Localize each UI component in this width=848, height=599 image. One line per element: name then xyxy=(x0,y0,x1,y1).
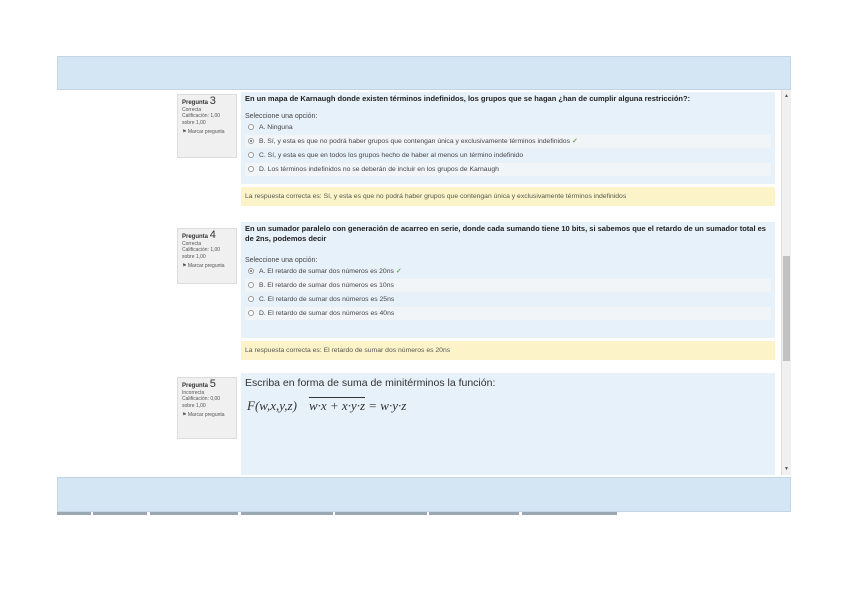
question-score: Calificación: 1,00 sobre 1,00 xyxy=(182,113,221,126)
answer-option[interactable] xyxy=(245,279,771,292)
flag-question-link[interactable]: ⚑ Marcar pregunta xyxy=(182,263,225,269)
question-content-5 xyxy=(241,373,775,475)
answer-option-text: B. Sí, y esta es que no podrá haber grupos que contengan única y exclusivamente términos indefinidos xyxy=(259,137,570,145)
answer-option-text: D. Los términos indefinidos no se deberán de incluir en los grupos de Karnaugh xyxy=(259,165,499,173)
select-label: Seleccione una opción: xyxy=(245,257,318,264)
answer-option[interactable] xyxy=(245,163,771,176)
scroll-thumb[interactable] xyxy=(783,256,790,361)
function-formula: F(w,x,y,z) w·x + x·y·z = w·y·z xyxy=(247,398,407,413)
flag-icon: ⚑ xyxy=(182,129,187,135)
radio-button[interactable] xyxy=(248,152,254,158)
radio-button[interactable] xyxy=(248,268,254,274)
correct-check-icon: ✓ xyxy=(395,268,402,275)
answer-option-text: A. Ninguna xyxy=(259,123,293,131)
correct-answer-feedback: La respuesta correcta es: El retardo de sumar dos números es 20ns xyxy=(241,341,775,360)
question-text: En un sumador paralelo con generación de acarreo en serie, donde cada sumando tiene 10 bits, si sabemos que el retardo de un sumador total es de 2ns, podemos decir xyxy=(245,224,766,243)
answer-option-text: B. El retardo de sumar dos números es 10ns xyxy=(259,282,394,289)
correct-answer-feedback: La respuesta correcta es: Sí, y esta es que no podrá haber grupos que contengan única y exclusivamente términos indefinidos xyxy=(241,187,775,206)
flag-icon: ⚑ xyxy=(182,412,187,418)
header-band xyxy=(57,56,791,90)
vertical-scrollbar[interactable] xyxy=(781,90,791,475)
answer-option[interactable] xyxy=(245,265,771,278)
question-status: Correcta xyxy=(182,106,202,113)
answer-options xyxy=(245,121,771,176)
answer-option[interactable] xyxy=(245,121,771,134)
scroll-down-icon[interactable]: ▼ xyxy=(784,466,789,472)
question-score: Calificación: 1,00 sobre 1,00 xyxy=(182,247,221,260)
question-score: Calificación: 0,00 sobre 1,00 xyxy=(182,396,221,409)
answer-option[interactable] xyxy=(245,307,771,320)
radio-button[interactable] xyxy=(248,124,254,130)
select-label: Seleccione una opción: xyxy=(245,112,318,120)
flag-question-link[interactable]: ⚑ Marcar pregunta xyxy=(182,412,225,418)
question-content-3 xyxy=(241,92,775,184)
flag-icon: ⚑ xyxy=(182,263,187,269)
radio-button[interactable] xyxy=(248,296,254,302)
question-number: Pregunta 3 xyxy=(182,95,216,107)
question-status: Incorrecta xyxy=(182,389,205,396)
answer-options xyxy=(245,265,771,320)
question-status: Correcta xyxy=(182,240,202,247)
question-info-4 xyxy=(177,228,237,284)
answer-option[interactable] xyxy=(245,293,771,306)
answer-option-text: D. El retardo de sumar dos números es 40ns xyxy=(259,310,395,317)
question-content-4 xyxy=(241,222,775,338)
question-text: En un mapa de Karnaugh donde existen términos indefinidos, los grupos que se hagan ¿han de cumplir alguna restricción?: xyxy=(245,94,691,103)
question-info-3 xyxy=(177,94,237,158)
question-number: Pregunta 5 xyxy=(182,378,216,390)
radio-button[interactable] xyxy=(248,166,254,172)
radio-button[interactable] xyxy=(248,310,254,316)
bottom-divider xyxy=(57,512,791,515)
answer-option-text: C. El retardo de sumar dos números es 25ns xyxy=(259,296,395,303)
correct-check-icon: ✓ xyxy=(571,137,578,145)
question-number: Pregunta 4 xyxy=(182,229,216,241)
flag-question-link[interactable]: ⚑ Marcar pregunta xyxy=(182,129,225,135)
answer-option-text: C. Sí, y esta es que en todos los grupos hecho de haber al menos un término indefinido xyxy=(259,151,524,159)
answer-option-text: A. El retardo de sumar dos números es 20ns xyxy=(259,268,394,275)
scroll-up-icon[interactable]: ▲ xyxy=(784,93,789,99)
answer-option[interactable] xyxy=(245,135,771,148)
radio-button[interactable] xyxy=(248,138,254,144)
question-info-5 xyxy=(177,377,237,439)
footer-band xyxy=(57,477,791,512)
question-text: Escriba en forma de suma de minitérminos la función: xyxy=(245,377,496,389)
answer-option[interactable] xyxy=(245,149,771,162)
quiz-review-viewport xyxy=(57,90,791,475)
radio-button[interactable] xyxy=(248,282,254,288)
